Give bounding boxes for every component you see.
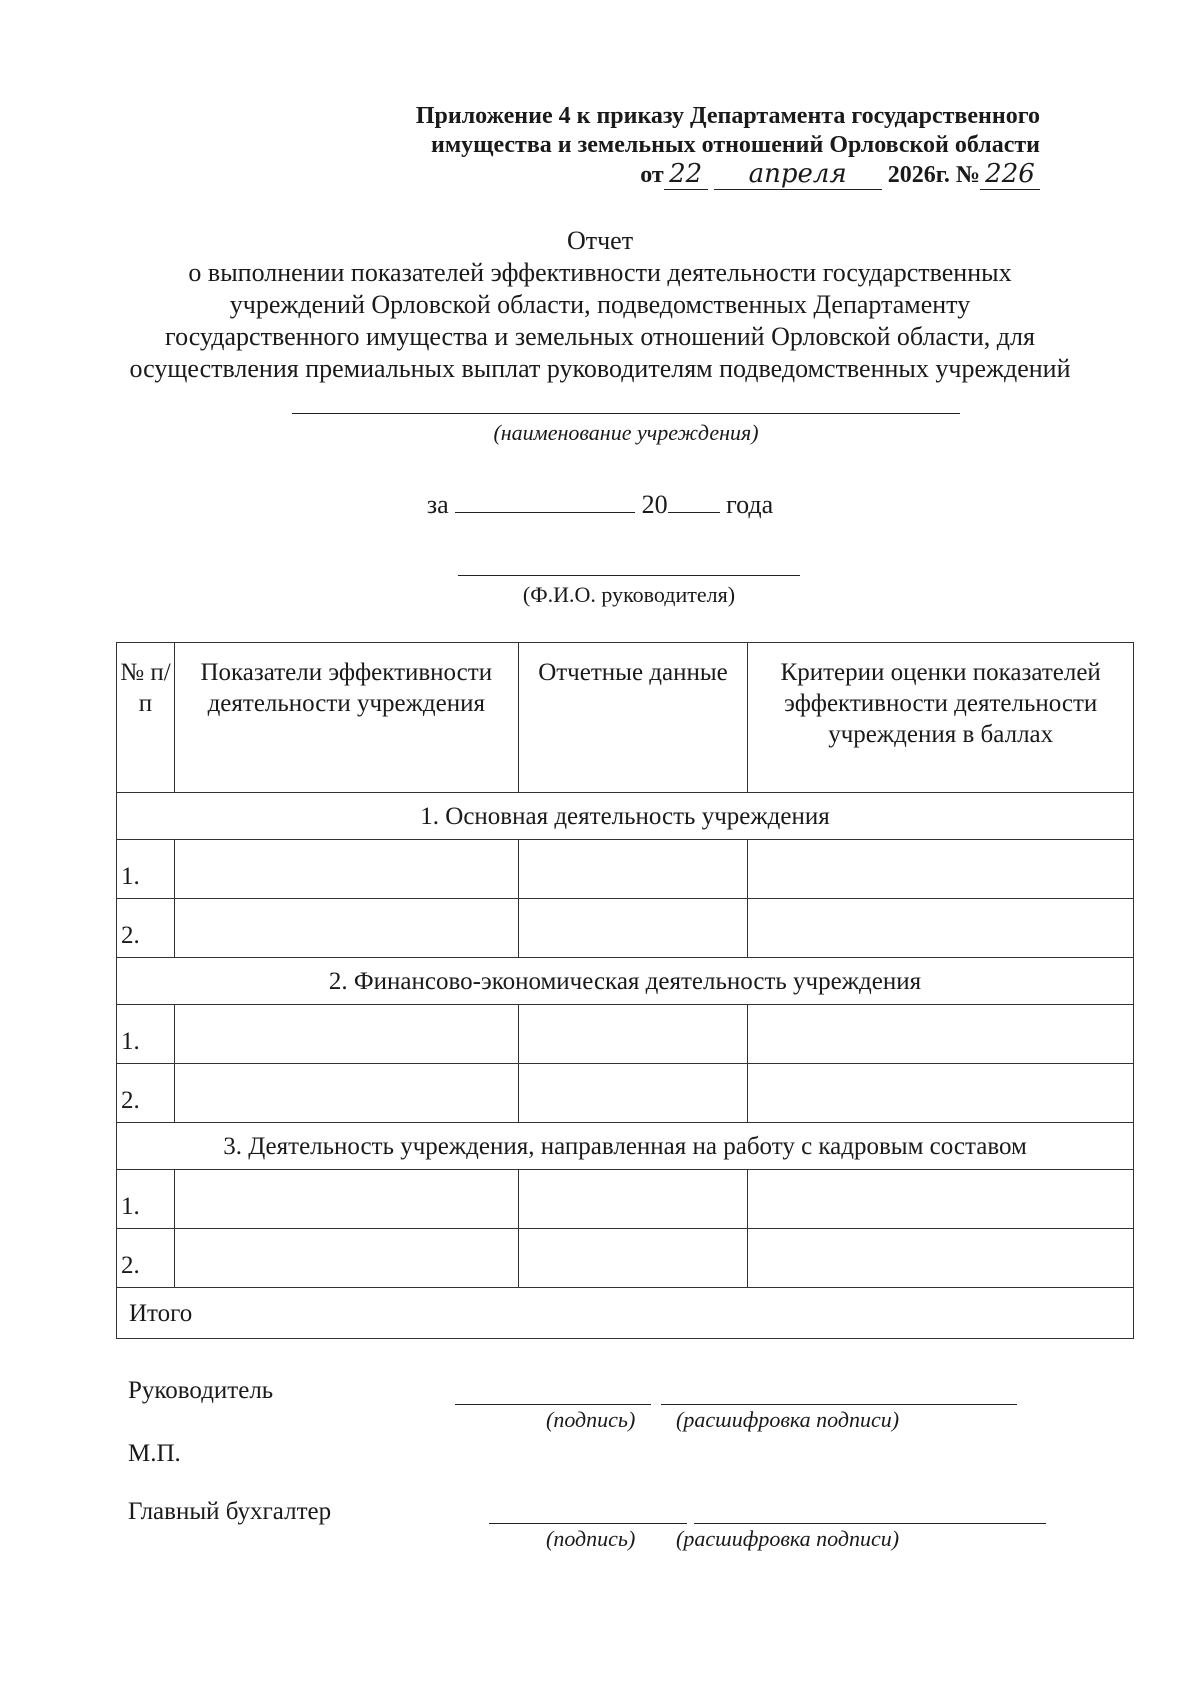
data-cell[interactable] [518,840,748,899]
row-number: 2. [117,1229,175,1288]
table-row [117,1064,1134,1123]
head-decoding-field[interactable] [661,1404,1017,1405]
report-title-line-2: учреждений Орловской области, подведомственных Департаменту [229,290,971,319]
head-signature-label: Руководитель [128,1377,274,1404]
table-header-row [117,643,1134,793]
head-name-field[interactable] [458,575,800,576]
data-cell[interactable] [518,1229,748,1288]
accountant-signature-caption: (подпись) [546,1526,636,1551]
order-number: 226 [980,160,1040,190]
appendix-line-2: имущества и земельных отношений Орловской области [431,132,1040,158]
section-title: 1. Основная деятельность учреждения [117,793,1134,840]
head-decoding-caption: (расшифровка подписи) [676,1407,900,1432]
row-number: 1. [117,1170,175,1229]
order-year-label: 2026г. № [887,162,980,188]
indicator-cell[interactable] [174,1170,518,1229]
table-row [117,1170,1134,1229]
accountant-decoding-caption: (расшифровка подписи) [676,1526,900,1551]
head-signature-field[interactable] [455,1404,651,1405]
report-period [0,488,1200,520]
table-row [117,840,1134,899]
order-day: 22 [664,160,708,190]
accountant-decoding-field[interactable] [694,1523,1046,1524]
stamp-label: М.П. [128,1440,181,1467]
total-row [117,1288,1134,1339]
report-title-line-3: государственного имущества и земельных отношений Орловской области, для [165,322,1035,351]
report-title-line-1: о выполнении показателей эффективности деятельности государственных [188,258,1012,287]
indicator-cell[interactable] [174,840,518,899]
accountant-signature-label: Главный бухгалтер [128,1498,332,1525]
data-cell[interactable] [518,1064,748,1123]
appendix-line-1: Приложение 4 к приказу Департамента государственного [415,103,1040,129]
order-from-label: от [640,162,664,188]
report-title-main: Отчет [566,226,634,255]
header-indicators: Показатели эффективности деятельности учреждения [174,643,518,793]
appendix-header [416,102,1040,190]
data-cell[interactable] [518,899,748,958]
table-row [117,899,1134,958]
head-signature-caption: (подпись) [546,1407,636,1432]
period-suffix: года [726,490,774,519]
header-criteria: Критерии оценки показателей эффективности деятельности учреждения в баллах [748,643,1134,793]
report-title-line-4: осуществления премиальных выплат руководителям подведомственных учреждений [129,354,1071,383]
period-month-field[interactable] [455,488,635,513]
head-caption: (Ф.И.О. руководителя) [522,582,736,607]
criteria-cell[interactable] [748,840,1134,899]
criteria-cell[interactable] [748,1005,1134,1064]
data-cell[interactable] [518,1170,748,1229]
indicator-cell[interactable] [174,1005,518,1064]
institution-caption: (наименование учреждения) [493,420,759,445]
table-row [117,1229,1134,1288]
period-prefix: за [426,490,449,519]
header-num: № п/п [117,643,175,793]
indicator-cell[interactable] [174,899,518,958]
row-number: 2. [117,1064,175,1123]
header-data: Отчетные данные [518,643,748,793]
row-number: 2. [117,899,175,958]
indicators-table [116,642,1134,1339]
total-label: Итого [117,1288,1134,1339]
indicator-cell[interactable] [174,1229,518,1288]
criteria-cell[interactable] [748,1064,1134,1123]
report-title [80,225,1120,385]
order-date-line [416,160,1040,190]
section-title: 3. Деятельность учреждения, направленная на работу с кадровым составом [117,1123,1134,1170]
section-row [117,1123,1134,1170]
section-title: 2. Финансово-экономическая деятельность учреждения [117,958,1134,1005]
period-year-prefix: 20 [641,490,668,519]
row-number: 1. [117,1005,175,1064]
period-year-field[interactable] [668,488,720,513]
section-row [117,958,1134,1005]
table-row [117,1005,1134,1064]
section-row [117,793,1134,840]
indicator-cell[interactable] [174,1064,518,1123]
criteria-cell[interactable] [748,1229,1134,1288]
criteria-cell[interactable] [748,899,1134,958]
row-number: 1. [117,840,175,899]
data-cell[interactable] [518,1005,748,1064]
criteria-cell[interactable] [748,1170,1134,1229]
accountant-signature-field[interactable] [489,1523,687,1524]
institution-name-field[interactable] [292,413,960,414]
order-month: апреля [714,160,882,190]
